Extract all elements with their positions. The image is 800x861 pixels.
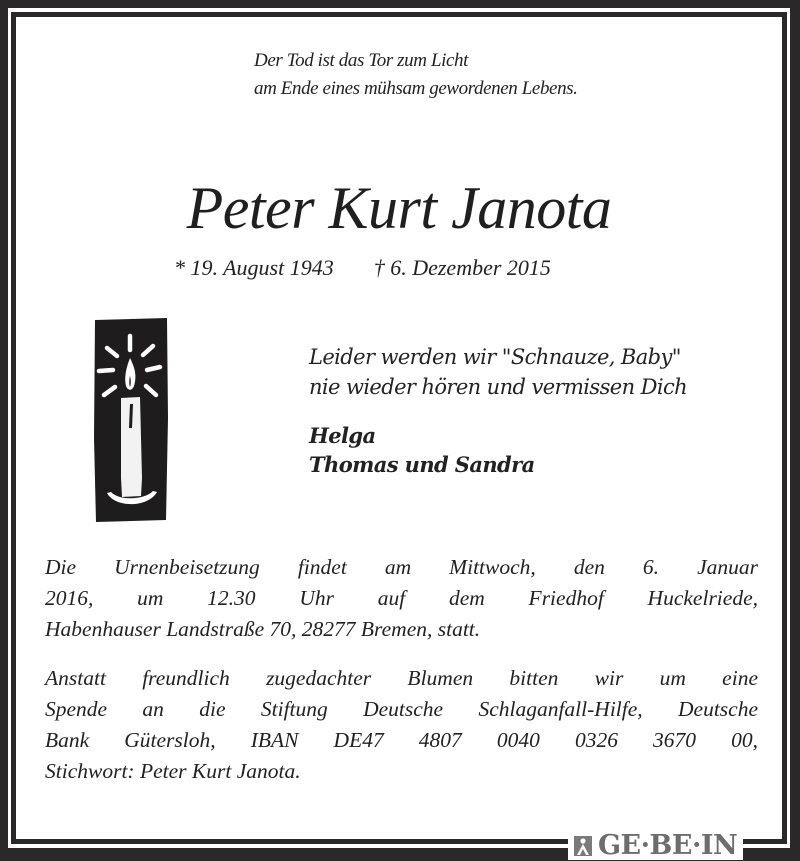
signer-name: Helga [309, 423, 376, 448]
candle-icon [93, 318, 169, 522]
death-date: † 6. Dezember 2015 [373, 255, 551, 280]
message-line: Leider werden wir "Schnauze, Baby" [309, 345, 681, 369]
motto-line: am Ende eines mühsam gewordenen Lebens. [254, 78, 578, 99]
signers [309, 421, 535, 479]
paragraph-line: Stichwort: Peter Kurt Janota. [45, 759, 301, 783]
paragraph-line: Habenhauser Landstraße 70, 28277 Bremen, statt. [45, 617, 481, 641]
donation-paragraph [45, 663, 758, 787]
paragraph-line: Die Urnenbeisetzung findet am Mittwoch, den 6. Januar [45, 555, 758, 579]
personal-message [309, 342, 687, 402]
paragraph-line: Bank Gütersloh, IBAN DE47 4807 0040 0326 3670 00, [45, 728, 758, 752]
message-line: nie wieder hören und vermissen Dich [309, 375, 688, 399]
deceased-name: Peter Kurt Janota [186, 175, 612, 241]
motto-line: Der Tod ist das Tor zum Licht [254, 50, 469, 71]
signer-name: Thomas und Sandra [309, 452, 535, 477]
burial-paragraph [45, 552, 758, 645]
gebein-logo-icon [574, 836, 592, 856]
logo-text: GE·BE·IN [598, 830, 738, 861]
birth-date: * 19. August 1943 [174, 255, 334, 280]
obituary-notice [16, 17, 782, 839]
life-dates [174, 253, 551, 283]
paragraph-line: 2016, um 12.30 Uhr auf dem Friedhof Huckelriede, [45, 586, 758, 610]
gebein-logo [568, 831, 743, 860]
motto [254, 47, 578, 103]
paragraph-line: Spende an die Stiftung Deutsche Schlaganfall-Hilfe, Deutsche [45, 697, 758, 721]
paragraph-line: Anstatt freundlich zugedachter Blumen bitten wir um eine [45, 666, 758, 690]
